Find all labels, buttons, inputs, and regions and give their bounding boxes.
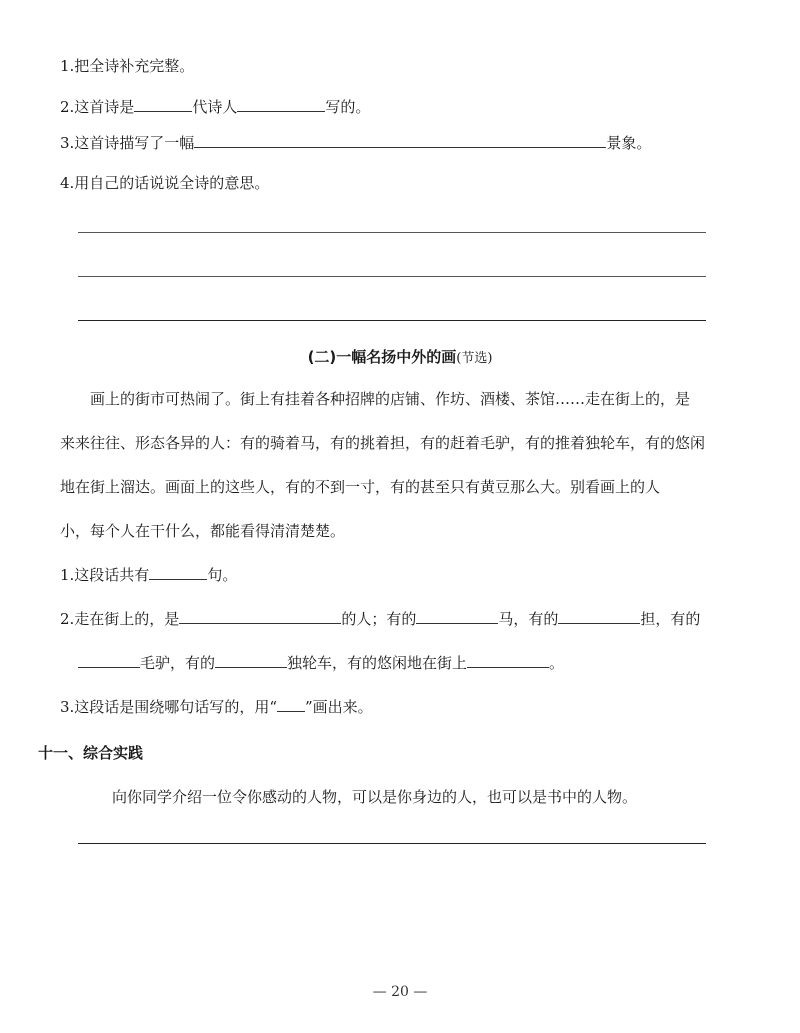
stroll-verb-blank[interactable]: [467, 652, 549, 668]
section-2-question-3: [60, 696, 373, 717]
poet-blank[interactable]: [237, 96, 325, 112]
cart-verb-blank[interactable]: [215, 652, 287, 668]
q2-part-d: 担，有的: [640, 610, 701, 628]
q2-part-f: 独轮车，有的悠闲地在街上: [287, 654, 468, 672]
sentence-count-prefix: 1.这段话共有: [60, 566, 150, 584]
section-11-prompt: 向你同学介绍一位令你感动的人物，可以是你身边的人，也可以是书中的人物。: [112, 788, 638, 806]
question-3-suffix: 景象。: [606, 134, 652, 152]
question-3-prefix: 3.这首诗描写了一幅: [60, 134, 195, 152]
sentence-count-suffix: 句。: [207, 566, 238, 584]
section-2-title: [0, 346, 800, 367]
section-2-question-1: [60, 564, 237, 585]
question-2-prefix: 2.这首诗是: [60, 98, 135, 116]
question-2-middle: 代诗人: [192, 98, 238, 116]
q2-part-e: 毛驴，有的: [140, 654, 216, 672]
section-11-answer-line[interactable]: [78, 843, 706, 844]
scene-blank[interactable]: [194, 132, 606, 148]
section-2-title-text: (二)一幅名扬中外的画: [307, 348, 457, 366]
passage-line-3: 地在街上溜达。画面上的这些人，有的不到一寸，有的甚至只有黄豆那么大。别看画上的人: [60, 478, 661, 496]
section-2-question-2: [60, 608, 700, 629]
question-2: [60, 96, 370, 117]
donkey-verb-blank[interactable]: [78, 652, 140, 668]
question-1: 1.把全诗补充完整。: [60, 57, 195, 75]
section-2-question-2-cont: [78, 652, 564, 673]
dynasty-blank[interactable]: [134, 96, 192, 112]
q2-part-b: 的人；有的: [341, 610, 417, 628]
underline-sample: [277, 696, 305, 712]
section-11-heading: 十一、综合实践: [38, 744, 144, 762]
passage-line-4: 小，每个人在干什么，都能看得清清楚楚。: [60, 522, 346, 540]
q2-part-c: 马，有的: [498, 610, 559, 628]
q3-part-a: 3.这段话是围绕哪句话写的，用“: [60, 698, 277, 716]
q3-part-b: ”画出来。: [304, 698, 373, 716]
passage-line-1: 画上的街市可热闹了。街上有挂着各种招牌的店铺、作坊、酒楼、茶馆……走在街上的，是: [90, 390, 691, 408]
page-number: — 20 —: [372, 984, 428, 1000]
question-2-suffix: 写的。: [325, 98, 371, 116]
sentence-count-blank[interactable]: [149, 564, 207, 580]
horse-verb-blank[interactable]: [416, 608, 498, 624]
section-2-title-note: (节选): [456, 351, 493, 366]
passage-line-2: 来来往往、形态各异的人：有的骑着马，有的挑着担，有的赶着毛驴，有的推着独轮车，有的悠闲: [60, 434, 706, 452]
load-verb-blank[interactable]: [558, 608, 640, 624]
answer-line-1[interactable]: [78, 232, 706, 233]
q2-part-g: 。: [549, 654, 565, 672]
q2-part-a: 2.走在街上的，是: [60, 610, 180, 628]
question-4: 4.用自己的话说说全诗的意思。: [60, 174, 270, 192]
answer-line-3[interactable]: [78, 320, 706, 321]
question-3: [60, 132, 651, 153]
answer-line-2[interactable]: [78, 276, 706, 277]
people-blank[interactable]: [179, 608, 341, 624]
